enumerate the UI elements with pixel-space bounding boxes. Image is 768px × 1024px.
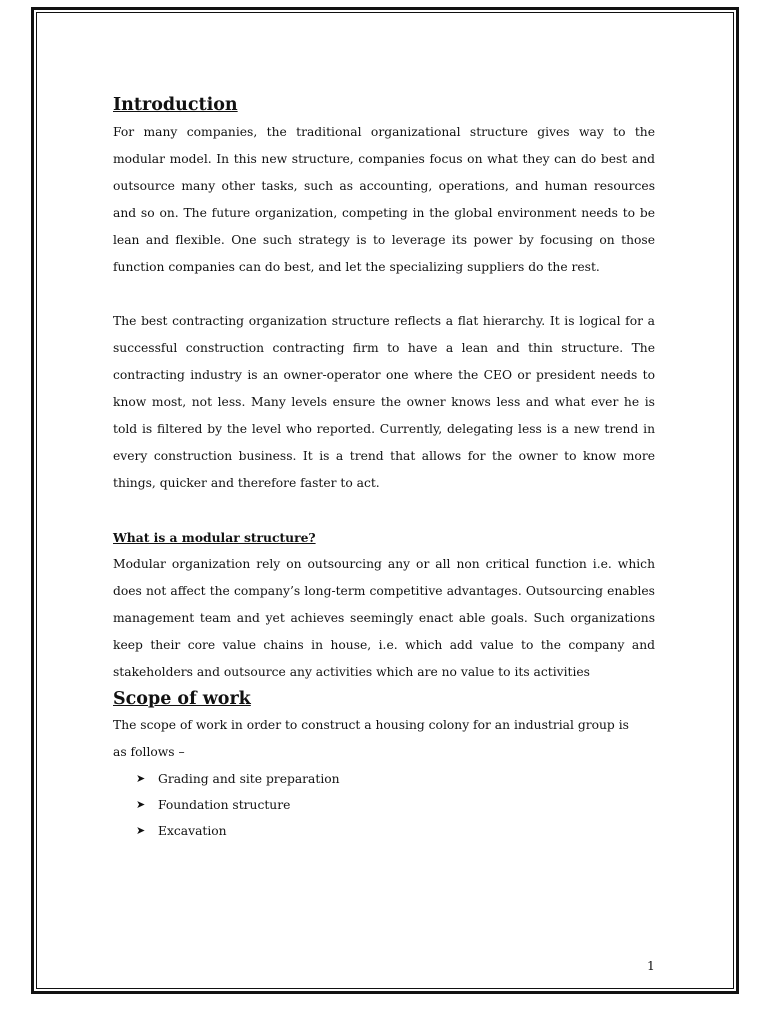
- paragraph-spacer: [113, 281, 655, 308]
- list-item: [136, 818, 655, 844]
- modular-structure-paragraph: Modular organization rely on outsourcing any or all non critical function i.e. which does not affect the company’s long-term competitive advantages. Outsourcing enables management team and yet achieves seemingly enact able goals. Such organizations keep their core value chains in house, i.e. which add value to the company and stakeholders and outsource any activities which are no value to its activities: [113, 557, 655, 679]
- scope-list: [113, 766, 655, 844]
- list-item-label: Excavation: [158, 824, 227, 838]
- list-item: [136, 792, 655, 818]
- list-item-label: Foundation structure: [158, 798, 291, 812]
- arrowhead-icon: ➤: [136, 772, 146, 785]
- list-item: [136, 766, 655, 792]
- arrowhead-icon: ➤: [136, 798, 146, 811]
- scope-intro-paragraph: The scope of work in order to construct a housing colony for an industrial group is as follows –: [113, 718, 629, 759]
- modular-structure-heading: What is a modular structure?: [113, 530, 316, 545]
- intro-paragraph-2: The best contracting organization structure reflects a flat hierarchy. It is logical for a successful construction contracting firm to have a lean and thin structure. The contracting industry is an owner-operator one where the CEO or president needs to know most, not less. Many levels ensure the owner knows less and what ever he is told is filtered by the level who reported. Currently, delegating less is a new trend in every construction business. It is a trend that allows for the owner to know more things, quicker and therefore faster to act.: [113, 314, 655, 490]
- scope-of-work-heading: Scope of work: [113, 689, 251, 709]
- introduction-heading: Introduction: [113, 95, 238, 115]
- document-body: [113, 92, 655, 844]
- paragraph-spacer: [113, 497, 655, 524]
- intro-paragraph-1: For many companies, the traditional organizational structure gives way to the modular model. In this new structure, companies focus on what they can do best and outsource many other tasks, such as accounting, operations, and human resources and so on. The future organization, competing in the global environment needs to be lean and flexible. One such strategy is to leverage its power by focusing on those function companies can do best, and let the specializing suppliers do the rest.: [113, 125, 655, 274]
- list-item-label: Grading and site preparation: [158, 772, 340, 786]
- arrowhead-icon: ➤: [136, 824, 146, 837]
- page-number: 1: [647, 959, 655, 973]
